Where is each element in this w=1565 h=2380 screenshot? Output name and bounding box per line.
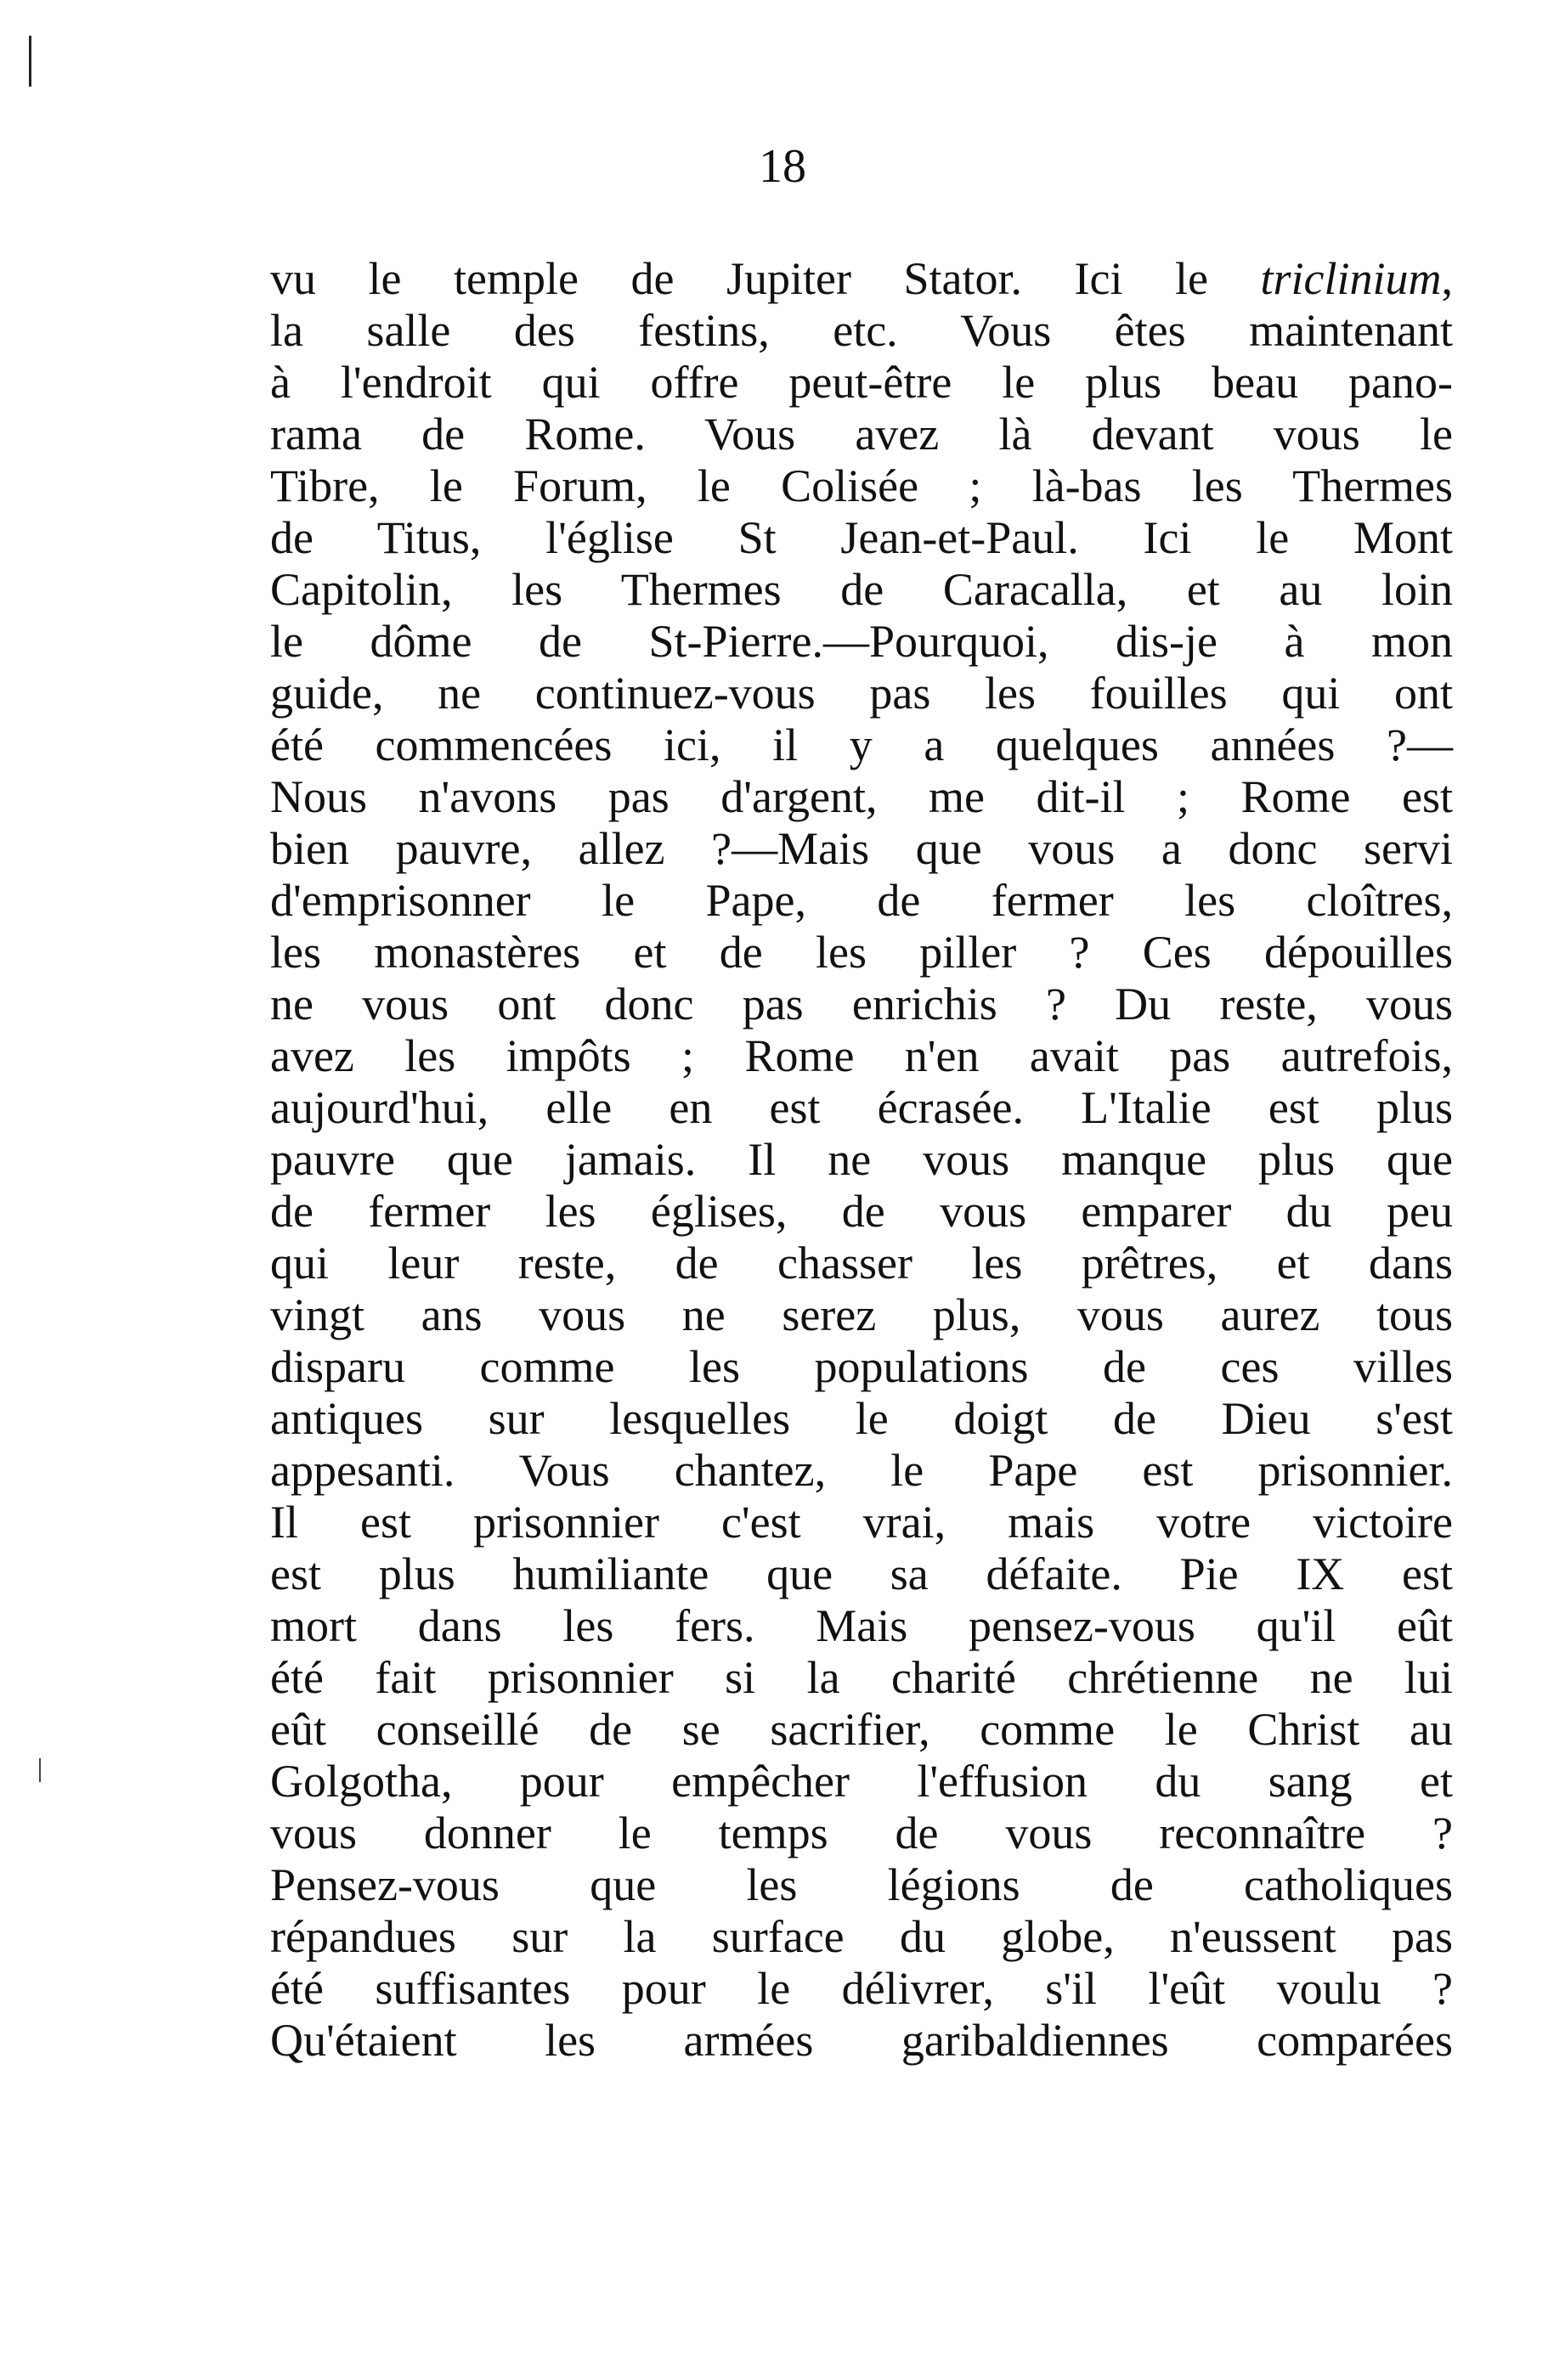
text-line: disparu comme les populations de ces villes — [270, 1341, 1453, 1392]
text-line: Il est prisonnier c'est vrai, mais votre victoire — [270, 1497, 1453, 1548]
italic-term: triclinium — [1260, 253, 1442, 304]
text-line: Nous n'avons pas d'argent, me dit-il ; Rome est — [270, 771, 1453, 822]
text-line: la salle des festins, etc. Vous êtes maintenant — [270, 305, 1453, 356]
text-line: les monastères et de les piller ? Ces dépouilles — [270, 927, 1453, 978]
text-line: mort dans les fers. Mais pensez-vous qu'il eût — [270, 1600, 1453, 1651]
text-segment: vu le temple de Jupiter Stator. Ici le — [270, 253, 1261, 304]
scan-mark — [39, 1758, 41, 1782]
text-line: Tibre, le Forum, le Colisée ; là-bas les Thermes — [270, 460, 1453, 511]
text-line: Pensez-vous que les légions de catholiques — [270, 1859, 1453, 1910]
scan-mark — [29, 36, 31, 87]
text-line: Capitolin, les Thermes de Caracalla, et au loin — [270, 564, 1453, 615]
text-line: rama de Rome. Vous avez là devant vous le — [270, 409, 1453, 460]
text-line: aujourd'hui, elle en est écrasée. L'Italie est plus — [270, 1082, 1453, 1133]
text-line — [270, 253, 1453, 305]
body-text — [270, 253, 1453, 2067]
text-line: avez les impôts ; Rome n'en avait pas autrefois, — [270, 1030, 1453, 1081]
text-line: Qu'étaient les armées garibaldiennes comparées — [270, 2015, 1453, 2066]
text-segment: , — [1441, 253, 1453, 304]
text-line: vingt ans vous ne serez plus, vous aurez tous — [270, 1289, 1453, 1340]
text-line: bien pauvre, allez ?—Mais que vous a donc servi — [270, 823, 1453, 874]
text-line: guide, ne continuez-vous pas les fouilles qui ont — [270, 668, 1453, 719]
text-line: vous donner le temps de vous reconnaître ? — [270, 1808, 1453, 1858]
text-line: le dôme de St-Pierre.—Pourquoi, dis-je à mon — [270, 616, 1453, 667]
text-line: qui leur reste, de chasser les prêtres, et dans — [270, 1238, 1453, 1289]
text-line: de Titus, l'église St Jean-et-Paul. Ici le Mont — [270, 512, 1453, 563]
text-line: antiques sur lesquelles le doigt de Dieu s'est — [270, 1393, 1453, 1444]
page-number: 18 — [759, 140, 806, 193]
text-line: appesanti. Vous chantez, le Pape est prisonnier. — [270, 1445, 1453, 1496]
text-line: Golgotha, pour empêcher l'effusion du sang et — [270, 1756, 1453, 1807]
text-line: eût conseillé de se sacrifier, comme le Christ au — [270, 1704, 1453, 1755]
text-line: été fait prisonnier si la charité chrétienne ne lui — [270, 1652, 1453, 1703]
text-line: à l'endroit qui offre peut-être le plus beau pano- — [270, 357, 1453, 408]
text-line: est plus humiliante que sa défaite. Pie IX est — [270, 1548, 1453, 1599]
text-line: répandues sur la surface du globe, n'eussent pas — [270, 1911, 1453, 1962]
text-line: ne vous ont donc pas enrichis ? Du reste, vous — [270, 979, 1453, 1029]
text-line: été commencées ici, il y a quelques années ?— — [270, 719, 1453, 770]
text-line: de fermer les églises, de vous emparer du peu — [270, 1186, 1453, 1237]
text-line: pauvre que jamais. Il ne vous manque plus que — [270, 1134, 1453, 1185]
text-line: été suffisantes pour le délivrer, s'il l'eût voulu ? — [270, 1963, 1453, 2014]
text-line: d'emprisonner le Pape, de fermer les cloîtres, — [270, 875, 1453, 926]
